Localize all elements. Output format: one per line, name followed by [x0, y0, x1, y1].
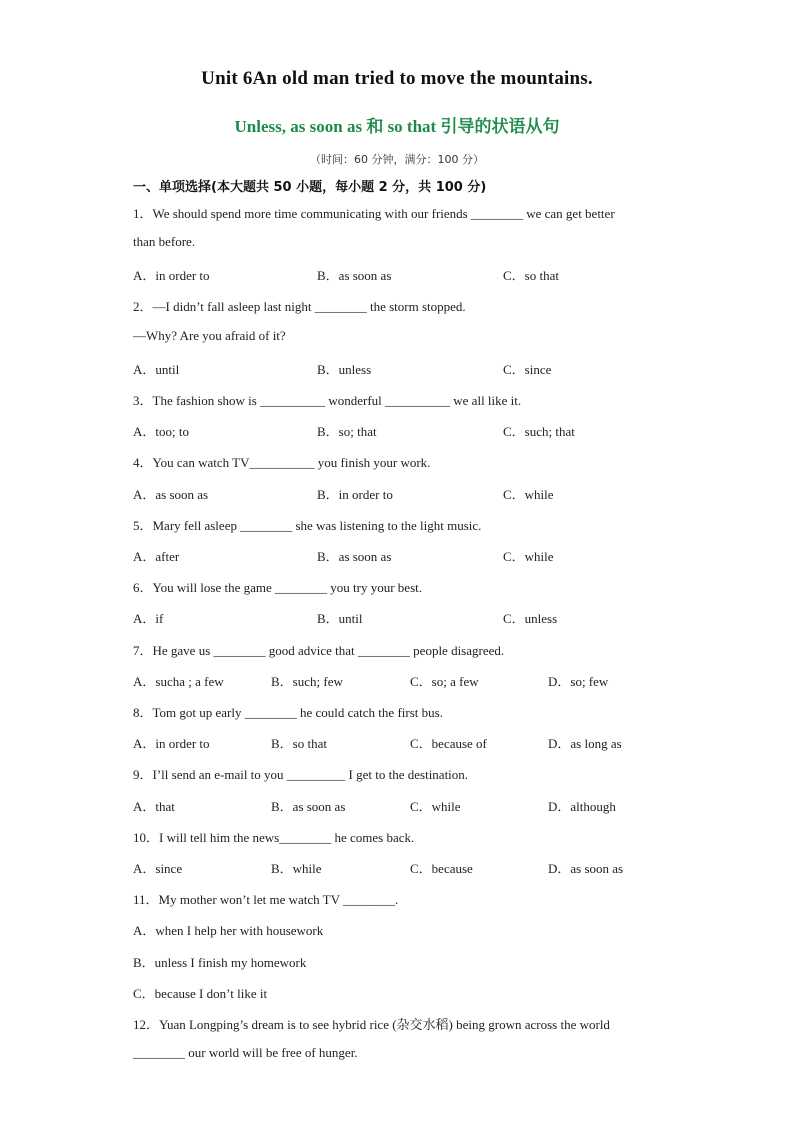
question-9-option-a: A．that	[133, 799, 175, 814]
question-5-option-b: B．as soon as	[317, 549, 392, 564]
question-9-option-d: D．although	[548, 799, 616, 814]
question-7-option-b: B．such; few	[271, 674, 343, 689]
question-5-line-1: 5．Mary fell asleep ________ she was listening to the light music.	[133, 518, 482, 533]
question-10-option-c: C．because	[410, 861, 473, 876]
question-10-option-d: D．as soon as	[548, 861, 624, 876]
question-8-option-a: A．in order to	[133, 736, 210, 751]
question-4-option-a: A．as soon as	[133, 487, 209, 502]
question-11-line-1: 11．My mother won’t let me watch TV ________.	[133, 892, 399, 907]
question-11-option-a: A．when I help her with housework	[133, 923, 324, 938]
page-title: Unit 6An old man tried to move the mountains.	[201, 68, 593, 89]
question-8-option-c: C．because of	[410, 736, 487, 751]
question-6-option-c: C．unless	[503, 611, 558, 626]
question-5-option-c: C．while	[503, 549, 554, 564]
question-10-option-b: B．while	[271, 861, 322, 876]
question-7-line-1: 7．He gave us ________ good advice that ________ people disagreed.	[133, 643, 505, 658]
question-1-option-a: A．in order to	[133, 268, 210, 283]
question-5-option-a: A．after	[133, 549, 180, 564]
question-2-option-a: A．until	[133, 362, 180, 377]
question-1-line-1: 1．We should spend more time communicating with our friends ________ we can get better	[133, 206, 615, 221]
question-9-option-b: B．as soon as	[271, 799, 346, 814]
question-7-option-d: D．so; few	[548, 674, 609, 689]
question-2-option-b: B．unless	[317, 362, 372, 377]
question-7-option-c: C．so; a few	[410, 674, 479, 689]
question-4-line-1: 4．You can watch TV__________ you finish your work.	[133, 455, 431, 470]
question-2-line-2: —Why? Are you afraid of it?	[133, 328, 286, 343]
question-8-line-1: 8．Tom got up early ________ he could catch the first bus.	[133, 705, 443, 720]
question-9-line-1: 9．I’ll send an e-mail to you _________ I get to the destination.	[133, 767, 469, 782]
question-4-option-c: C．while	[503, 487, 554, 502]
question-2-option-c: C．since	[503, 362, 552, 377]
question-6-option-a: A．if	[133, 611, 164, 626]
question-3-option-a: A．too; to	[133, 424, 189, 439]
question-1-option-b: B．as soon as	[317, 268, 392, 283]
question-12-line-1: 12．Yuan Longping’s dream is to see hybrid rice (杂交水稻) being grown across the world	[133, 1017, 610, 1032]
exam-meta: （时间：60 分钟，满分：100 分）	[310, 153, 484, 166]
question-2-line-1: 2．—I didn’t fall asleep last night ________ the storm stopped.	[133, 299, 466, 314]
question-4-option-b: B．in order to	[317, 487, 393, 502]
section-heading: 一、单项选择(本大题共 50 小题，每小题 2 分，共 100 分)	[133, 180, 487, 195]
question-10-line-1: 10．I will tell him the news________ he comes back.	[133, 830, 415, 845]
question-9-option-c: C．while	[410, 799, 461, 814]
question-7-option-a: A．sucha ; a few	[133, 674, 224, 689]
question-1-line-2: than before.	[133, 234, 196, 249]
question-6-option-b: B．until	[317, 611, 363, 626]
question-11-option-b: B．unless I finish my homework	[133, 955, 307, 970]
question-10-option-a: A．since	[133, 861, 183, 876]
page-subtitle: Unless, as soon as 和 so that 引导的状语从句	[234, 117, 560, 136]
question-3-option-b: B．so; that	[317, 424, 377, 439]
question-3-option-c: C．such; that	[503, 424, 575, 439]
question-8-option-b: B．so that	[271, 736, 327, 751]
question-12-line-2: ________ our world will be free of hunger.	[133, 1045, 358, 1060]
question-3-line-1: 3．The fashion show is __________ wonderful __________ we all like it.	[133, 393, 522, 408]
question-6-line-1: 6．You will lose the game ________ you try your best.	[133, 580, 422, 595]
question-8-option-d: D．as long as	[548, 736, 622, 751]
question-11-option-c: C．because I don’t like it	[133, 986, 268, 1001]
question-1-option-c: C．so that	[503, 268, 559, 283]
